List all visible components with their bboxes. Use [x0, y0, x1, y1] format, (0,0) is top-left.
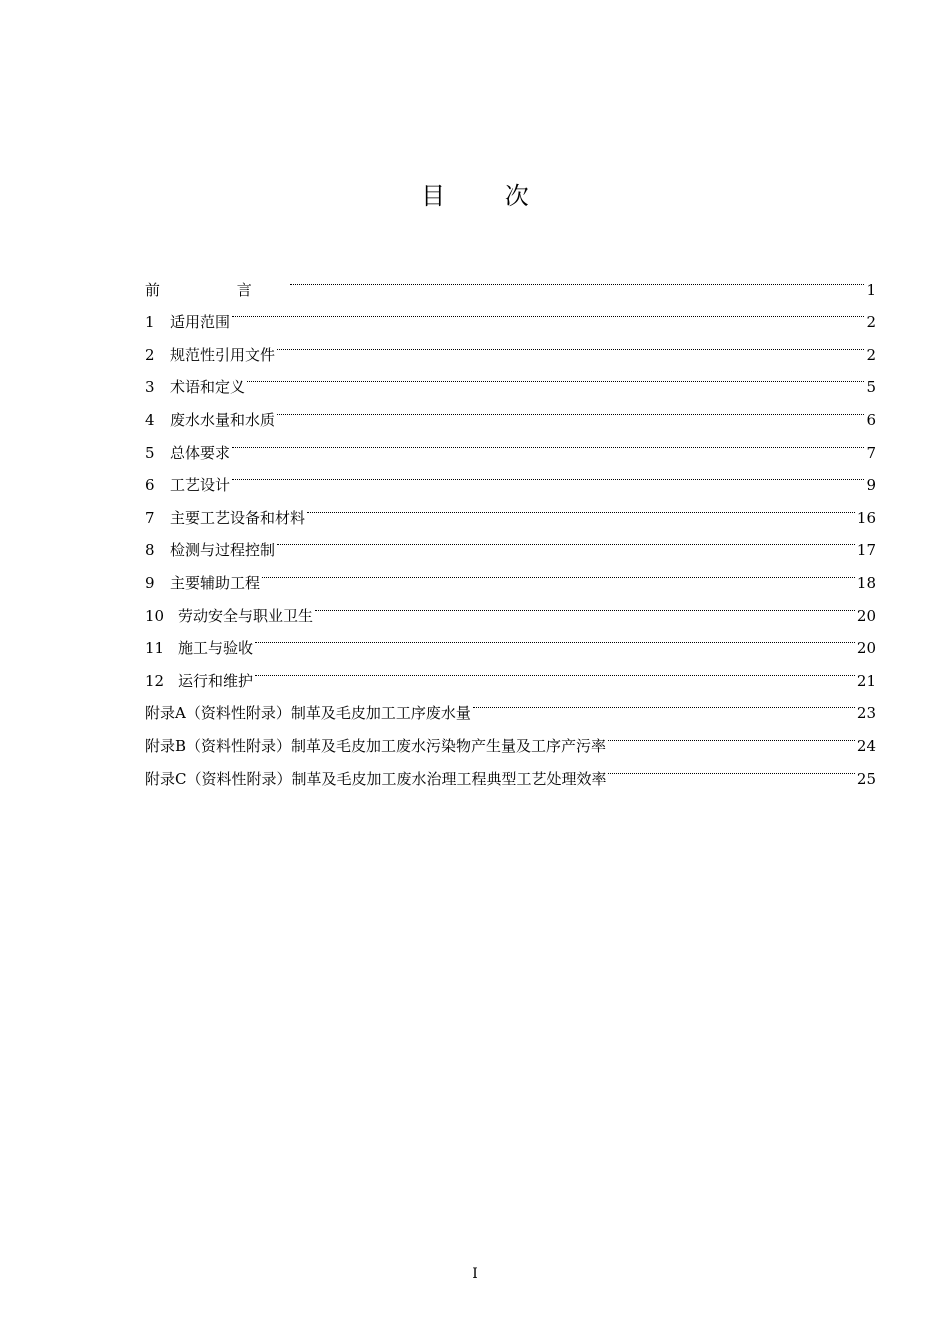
toc-entry-page: 5: [866, 378, 876, 397]
toc-entry-page: 2: [866, 345, 876, 364]
toc-entry-page: 24: [856, 736, 876, 755]
toc-entry-number: 5: [145, 443, 155, 462]
toc-entry-number: 8: [145, 541, 155, 560]
toc-entry-page: 20: [856, 606, 876, 625]
toc-entry-label: 术语和定义: [170, 378, 246, 397]
toc-entry-6[interactable]: [145, 458, 876, 495]
toc-entry-label: 工艺设计: [170, 476, 231, 495]
toc-leader-dots: [232, 295, 864, 328]
toc-entry-number: 3: [145, 378, 155, 397]
toc-entry-label: 附录A（资料性附录）制革及毛皮加工工序废水量: [145, 704, 471, 723]
toc-entry-3[interactable]: [145, 360, 876, 397]
toc-entry-label: 前 言: [145, 280, 288, 299]
toc-entry-page: 9: [866, 476, 876, 495]
toc-leader-dots: [247, 360, 864, 393]
toc-entry-page: 23: [856, 704, 876, 723]
toc-entry-page: 20: [856, 639, 876, 658]
toc-entry-label: 规范性引用文件: [170, 345, 276, 364]
toc-entry-label: 检测与过程控制: [170, 541, 276, 560]
toc-leader-dots: [262, 555, 855, 588]
toc-entry-label: 适用范围: [170, 313, 231, 332]
toc-entry-number: 2: [145, 345, 155, 364]
toc-entry-page: 21: [856, 671, 876, 690]
toc-leader-dots: [473, 686, 855, 719]
toc-leader-dots: [255, 653, 855, 686]
toc-entry-12[interactable]: [145, 653, 876, 690]
toc-entry-number: 4: [145, 410, 155, 429]
toc-entry-preface[interactable]: [145, 262, 876, 299]
toc-leader-dots: [277, 523, 855, 556]
toc-entry-label: 总体要求: [170, 443, 231, 462]
toc-entry-page: 25: [856, 769, 876, 788]
toc-entry-label: 废水水量和水质: [170, 410, 276, 429]
toc-entry-page: 17: [856, 541, 876, 560]
toc-leader-dots: [307, 490, 855, 523]
toc-leader-dots: [232, 425, 864, 458]
toc-leader-dots: [290, 262, 865, 295]
page-title: 目 次: [421, 182, 555, 210]
table-of-contents: [145, 262, 876, 788]
toc-entry-label: 运行和维护: [178, 671, 254, 690]
toc-entry-label: 劳动安全与职业卫生: [178, 606, 314, 625]
toc-entry-page: 6: [866, 410, 876, 429]
toc-leader-dots: [232, 458, 864, 491]
toc-leader-dots: [608, 718, 855, 751]
toc-leader-dots: [315, 588, 855, 621]
toc-entry-appendix-a[interactable]: [145, 686, 876, 723]
toc-entry-number: 7: [145, 508, 155, 527]
toc-entry-1[interactable]: [145, 295, 876, 332]
toc-entry-7[interactable]: [145, 490, 876, 527]
toc-leader-dots: [608, 751, 854, 784]
toc-entry-number: 12: [145, 671, 165, 690]
toc-entry-5[interactable]: [145, 425, 876, 462]
toc-entry-page: 7: [866, 443, 876, 462]
toc-entry-number: 11: [145, 639, 165, 658]
page-number: I: [472, 1266, 478, 1282]
toc-entry-number: 6: [145, 476, 155, 495]
toc-entry-page: 2: [866, 313, 876, 332]
toc-entry-label: 附录B（资料性附录）制革及毛皮加工废水污染物产生量及工序产污率: [145, 736, 607, 755]
toc-entry-2[interactable]: [145, 327, 876, 364]
toc-entry-number: 10: [145, 606, 165, 625]
toc-entry-page: 18: [856, 573, 876, 592]
toc-entry-11[interactable]: [145, 621, 876, 658]
toc-entry-label: 施工与验收: [178, 639, 254, 658]
toc-entry-number: 9: [145, 573, 155, 592]
toc-leader-dots: [277, 392, 864, 425]
toc-entry-label: 主要辅助工程: [170, 573, 261, 592]
toc-entry-4[interactable]: [145, 392, 876, 429]
toc-entry-label: 附录C（资料性附录）制革及毛皮加工废水治理工程典型工艺处理效率: [145, 769, 607, 788]
toc-leader-dots: [255, 621, 855, 654]
toc-leader-dots: [277, 327, 864, 360]
toc-entry-page: 1: [866, 280, 876, 299]
toc-entry-label: 主要工艺设备和材料: [170, 508, 306, 527]
toc-entry-number: 1: [145, 313, 155, 332]
toc-entry-page: 16: [856, 508, 876, 527]
